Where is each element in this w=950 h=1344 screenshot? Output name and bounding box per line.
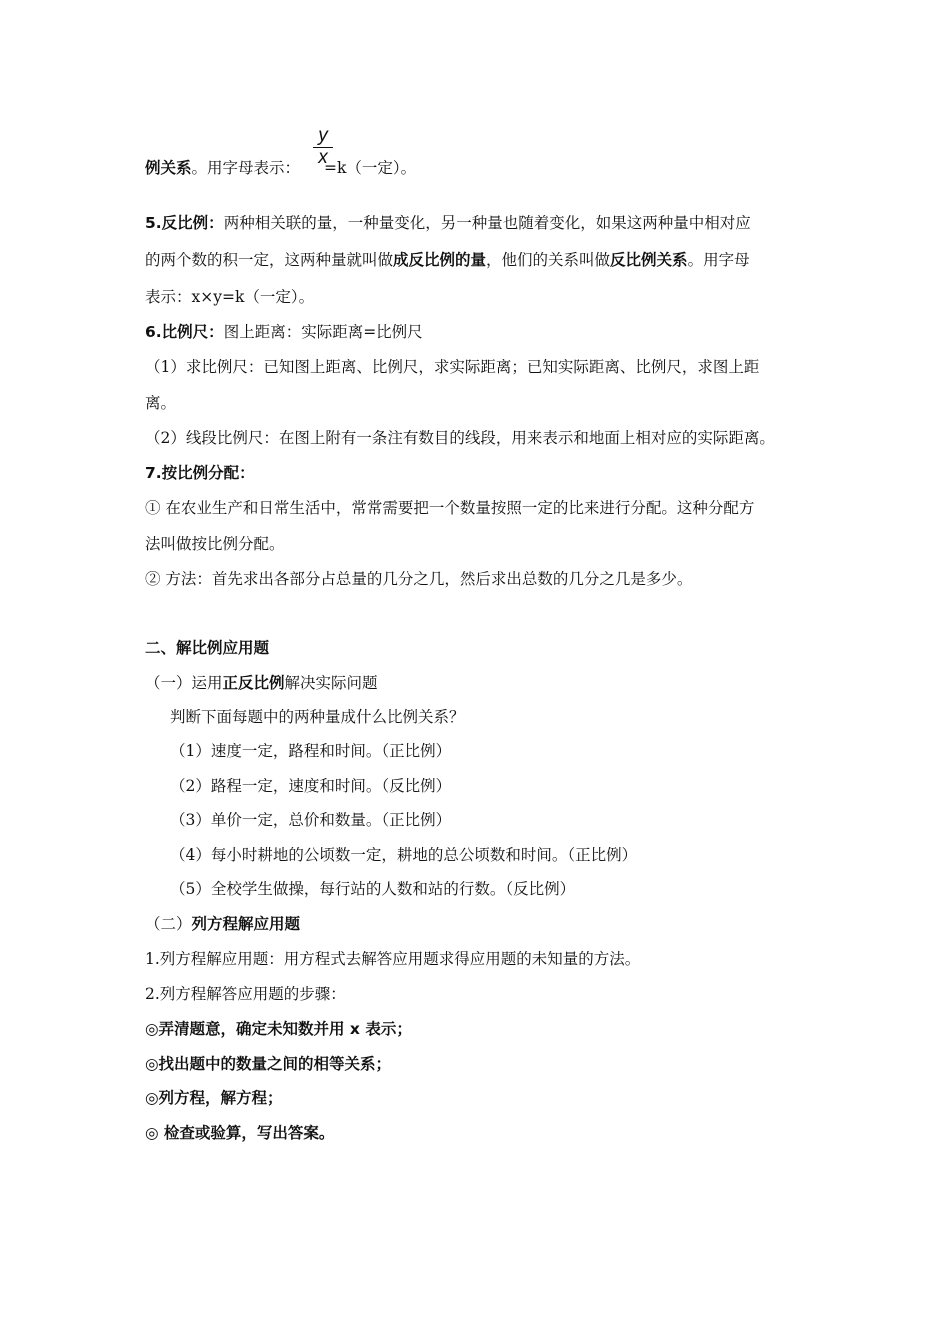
fraction-denominator: x: [318, 147, 328, 168]
bold-step: ◎ 检查或验算，写出答案。: [145, 1124, 335, 1142]
part-2-sub-1: [145, 673, 378, 693]
text: 。用字母表示：: [191, 159, 301, 177]
text: =k（一定）。: [324, 159, 417, 177]
list-item: （4）每小时耕地的公顷数一定，耕地的总公顷数和时间。（正比例）: [170, 846, 638, 864]
question-prompt: 判断下面每题中的两种量成什么比例关系？: [170, 708, 465, 726]
section-7-heading: [145, 463, 255, 483]
step-item: [145, 1019, 412, 1039]
list-item: （2）路程一定，速度和时间。（反比例）: [170, 777, 452, 795]
section-5-line-2: [145, 250, 750, 270]
step-item: [145, 1054, 391, 1074]
step-item: [145, 1088, 283, 1108]
equation-steps-intro: 2.列方程解答应用题的步骤：: [145, 985, 346, 1003]
part-heading: 二、解比例应用题: [145, 639, 270, 657]
text: （二）: [145, 915, 192, 933]
bold-term: 成反比例的量: [393, 251, 487, 269]
equation-definition-line: 1.列方程解应用题：用方程式去解答应用题求得应用题的未知量的方法。: [145, 950, 641, 968]
section-5-line-1: [145, 213, 751, 233]
part-2-sub-2: [145, 914, 300, 934]
text: （一）运用: [145, 674, 223, 692]
section-6-item-1a: （1）求比例尺：已知图上距离、比例尺，求实际距离；已知实际距离、比例尺，求图上距: [145, 358, 760, 376]
text: ，他们的关系叫做: [486, 251, 611, 269]
bold-step: ◎列方程，解方程；: [145, 1089, 283, 1107]
text: 。用字母: [687, 251, 750, 269]
section-6-line-1: [145, 322, 423, 342]
bold-term: 例关系: [145, 159, 192, 177]
fraction-numerator: y: [318, 125, 328, 146]
part-2-heading: [145, 638, 269, 658]
text: 两种相关联的量，一种量变化，另一种量也随着变化，如果这两种量中相对应: [223, 214, 751, 232]
section-heading: 7.按比例分配：: [145, 464, 255, 482]
section-5-line-3: 表示：x×y=k（一定）。: [145, 288, 315, 306]
bold-step: ◎找出题中的数量之间的相等关系；: [145, 1055, 392, 1073]
step-item: [145, 1123, 334, 1143]
bold-step: ◎弄清题意，确定未知数并用 x 表示；: [145, 1020, 412, 1038]
section-6-item-1b: 离。: [145, 394, 177, 412]
text: 图上距离：实际距离=比例尺: [223, 323, 423, 341]
section-heading: 5.反比例：: [145, 214, 224, 232]
text: 的两个数的积一定，这两种量就叫做: [145, 251, 394, 269]
section-7-item-1b: 法叫做按比例分配。: [145, 535, 285, 553]
section-6-item-2: （2）线段比例尺：在图上附有一条注有数目的线段，用来表示和地面上相对应的实际距离。: [145, 429, 775, 447]
text: 解决实际问题: [284, 674, 378, 692]
bold-term: 正反比例: [222, 674, 285, 692]
section-7-item-1a: ① 在农业生产和日常生活中，常常需要把一个数量按照一定的比来进行分配。这种分配方: [145, 499, 755, 517]
section-heading: 6.比例尺：: [145, 323, 224, 341]
bold-term: 反比例关系: [610, 251, 688, 269]
bold-term: 列方程解应用题: [191, 915, 301, 933]
section-7-item-2: ② 方法：首先求出各部分占总量的几分之几，然后求出总数的几分之几是多少。: [145, 570, 693, 588]
list-item: （3）单价一定，总价和数量。（正比例）: [170, 811, 452, 829]
direct-proportion-formula-line: [145, 158, 416, 178]
list-item: （5）全校学生做操，每行站的人数和站的行数。（反比例）: [170, 880, 576, 898]
list-item: （1）速度一定，路程和时间。（正比例）: [170, 742, 452, 760]
